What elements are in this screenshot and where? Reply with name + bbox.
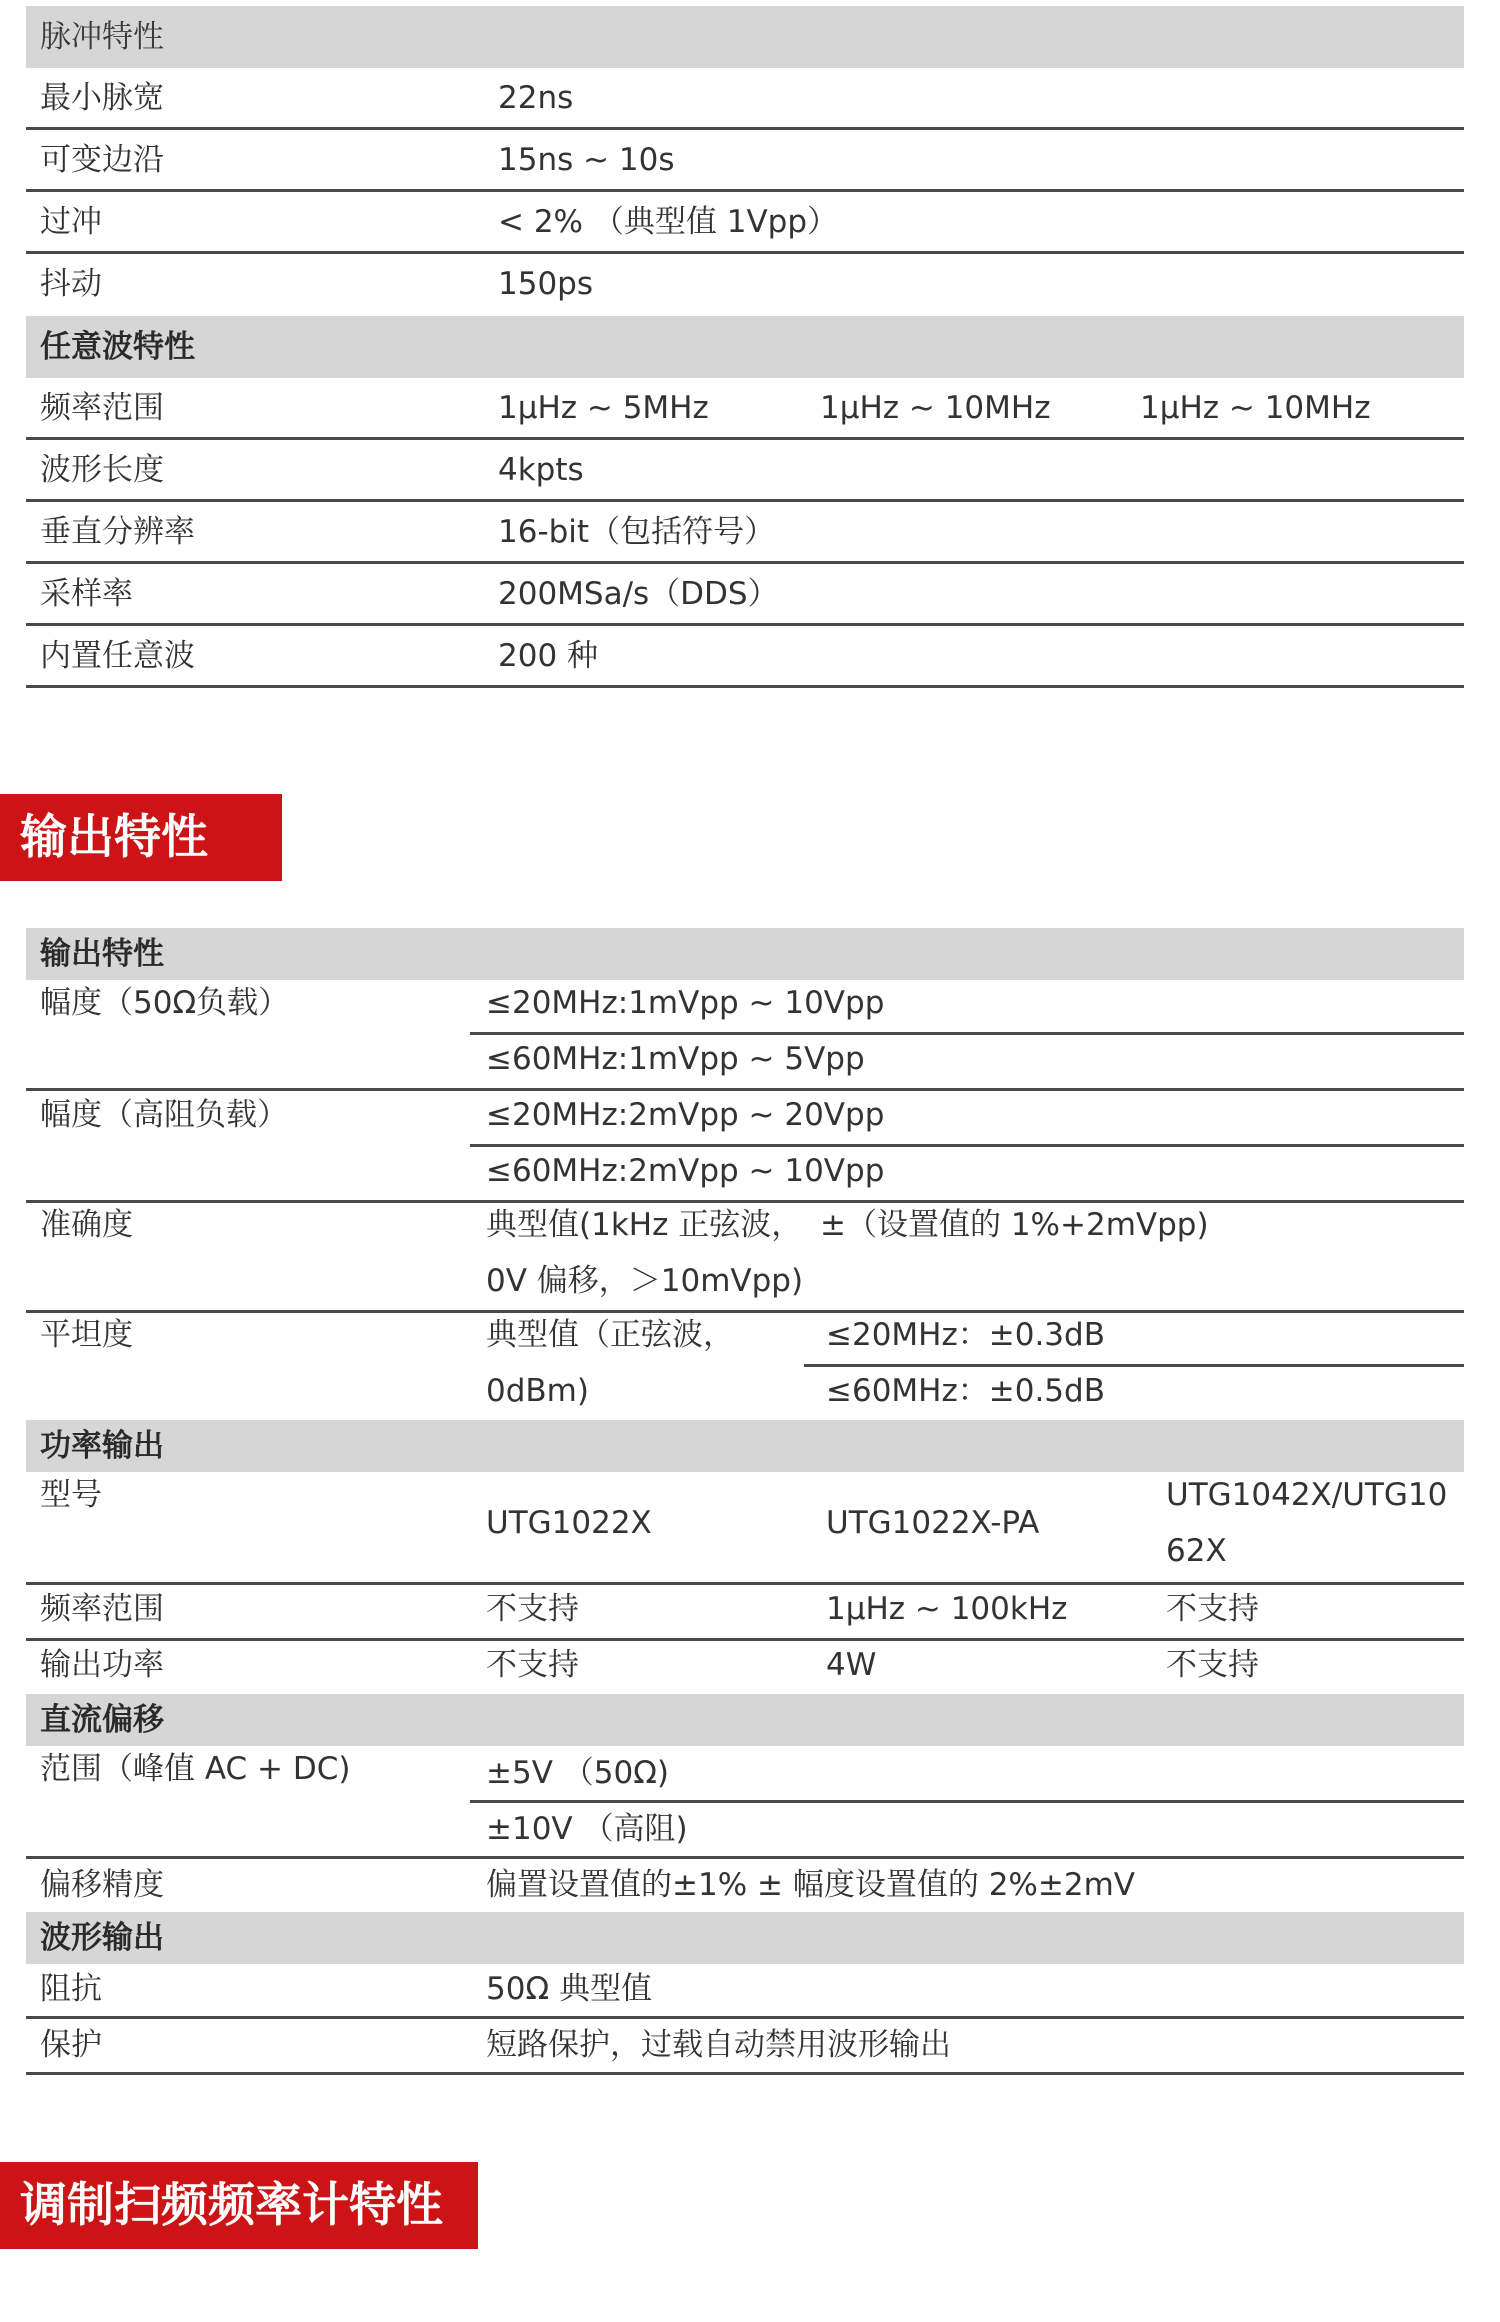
table-row — [26, 192, 1464, 254]
table-row — [26, 254, 1464, 316]
waveform-output-header: 波形输出 — [26, 1912, 1464, 1964]
row-label: 阻抗 — [40, 1971, 102, 2007]
row-value: 1μHz ~ 100kHz — [826, 1591, 1068, 1627]
table-row — [26, 68, 1464, 130]
row-value: 150ps — [498, 266, 593, 302]
pulse-header: 脉冲特性 — [26, 6, 1464, 68]
row-label: 过冲 — [40, 204, 102, 240]
output-table — [26, 928, 1464, 2076]
row-label: 垂直分辨率 — [40, 514, 195, 550]
table-row — [26, 564, 1464, 626]
row-value: ≤20MHz:2mVpp ~ 20Vpp — [486, 1097, 885, 1133]
row-value: 1μHz ~ 5MHz — [498, 390, 709, 426]
row-value: UTG1042X/UTG10 — [1166, 1477, 1448, 1513]
row-value: ≤20MHz:1mVpp ~ 10Vpp — [486, 985, 885, 1021]
divider — [26, 1310, 1464, 1313]
row-label: 幅度（高阻负载） — [40, 1097, 288, 1133]
output-header: 输出特性 — [26, 928, 1464, 980]
row-label: 输出功率 — [40, 1647, 164, 1683]
row-value: ±5V （50Ω) — [486, 1755, 669, 1791]
row-label: 内置任意波 — [40, 638, 195, 674]
row-label: 采样率 — [40, 576, 133, 612]
row-value: ±10V （高阻) — [486, 1811, 688, 1847]
row-value: 不支持 — [486, 1591, 579, 1627]
row-value: 62X — [1166, 1533, 1227, 1569]
row-value: 0dBm) — [486, 1373, 589, 1409]
table-row — [26, 626, 1464, 688]
row-value: < 2% （典型值 1Vpp） — [498, 204, 839, 240]
row-value: 200MSa/s（DDS） — [498, 576, 779, 612]
divider — [26, 2072, 1464, 2075]
row-label: 可变边沿 — [40, 142, 164, 178]
row-value: 15ns ~ 10s — [498, 142, 675, 178]
row-label: 范围（峰值 AC + DC) — [40, 1751, 351, 1787]
table-row — [26, 130, 1464, 192]
row-value: 典型值(1kHz 正弦波， — [486, 1207, 803, 1243]
row-value: 50Ω 典型值 — [486, 1971, 652, 2007]
row-value: ±（设置值的 1%+2mVpp) — [820, 1207, 1209, 1243]
row-value: 短路保护，过载自动禁用波形输出 — [486, 2027, 951, 2063]
section-banner-output: 输出特性 — [0, 794, 282, 881]
row-value: 不支持 — [1166, 1591, 1259, 1627]
row-label: 频率范围 — [40, 390, 164, 426]
table-row — [26, 502, 1464, 564]
row-value: 4W — [826, 1647, 877, 1683]
dc-offset-header: 直流偏移 — [26, 1694, 1464, 1746]
row-value: 0V 偏移，＞10mVpp) — [486, 1263, 804, 1299]
row-label: 抖动 — [40, 266, 102, 302]
row-value: ≤20MHz：±0.3dB — [826, 1317, 1105, 1353]
row-label: 准确度 — [40, 1207, 133, 1243]
table-row — [26, 378, 1464, 440]
row-label: 幅度（50Ω负载） — [40, 985, 290, 1021]
row-label: 平坦度 — [40, 1317, 133, 1353]
row-value: 1μHz ~ 10MHz — [1140, 390, 1371, 426]
arb-header: 任意波特性 — [26, 316, 1464, 378]
row-label: 波形长度 — [40, 452, 164, 488]
row-value: UTG1022X — [486, 1505, 652, 1541]
power-header: 功率输出 — [26, 1420, 1464, 1472]
row-value: 200 种 — [498, 638, 599, 674]
row-value: 16-bit（包括符号） — [498, 514, 776, 550]
row-label: 保护 — [40, 2027, 102, 2063]
row-label: 频率范围 — [40, 1591, 164, 1627]
row-value: ≤60MHz:2mVpp ~ 10Vpp — [486, 1153, 885, 1189]
row-value: 1μHz ~ 10MHz — [820, 390, 1051, 426]
row-value: 4kpts — [498, 452, 584, 488]
pulse-arb-table — [26, 6, 1464, 688]
row-value: 偏置设置值的±1% ± 幅度设置值的 2%±2mV — [486, 1867, 1135, 1903]
table-row — [26, 440, 1464, 502]
row-value: 不支持 — [486, 1647, 579, 1683]
row-value: 22ns — [498, 80, 574, 116]
section-banner-modulation: 调制扫频频率计特性 — [0, 2162, 478, 2249]
row-value: 不支持 — [1166, 1647, 1259, 1683]
row-value: UTG1022X-PA — [826, 1505, 1040, 1541]
row-label: 偏移精度 — [40, 1867, 164, 1903]
row-label: 最小脉宽 — [40, 80, 164, 116]
row-value: ≤60MHz：±0.5dB — [826, 1373, 1105, 1409]
row-value: ≤60MHz:1mVpp ~ 5Vpp — [486, 1041, 865, 1077]
row-value: 典型值（正弦波， — [486, 1317, 734, 1353]
row-label: 型号 — [40, 1477, 102, 1513]
